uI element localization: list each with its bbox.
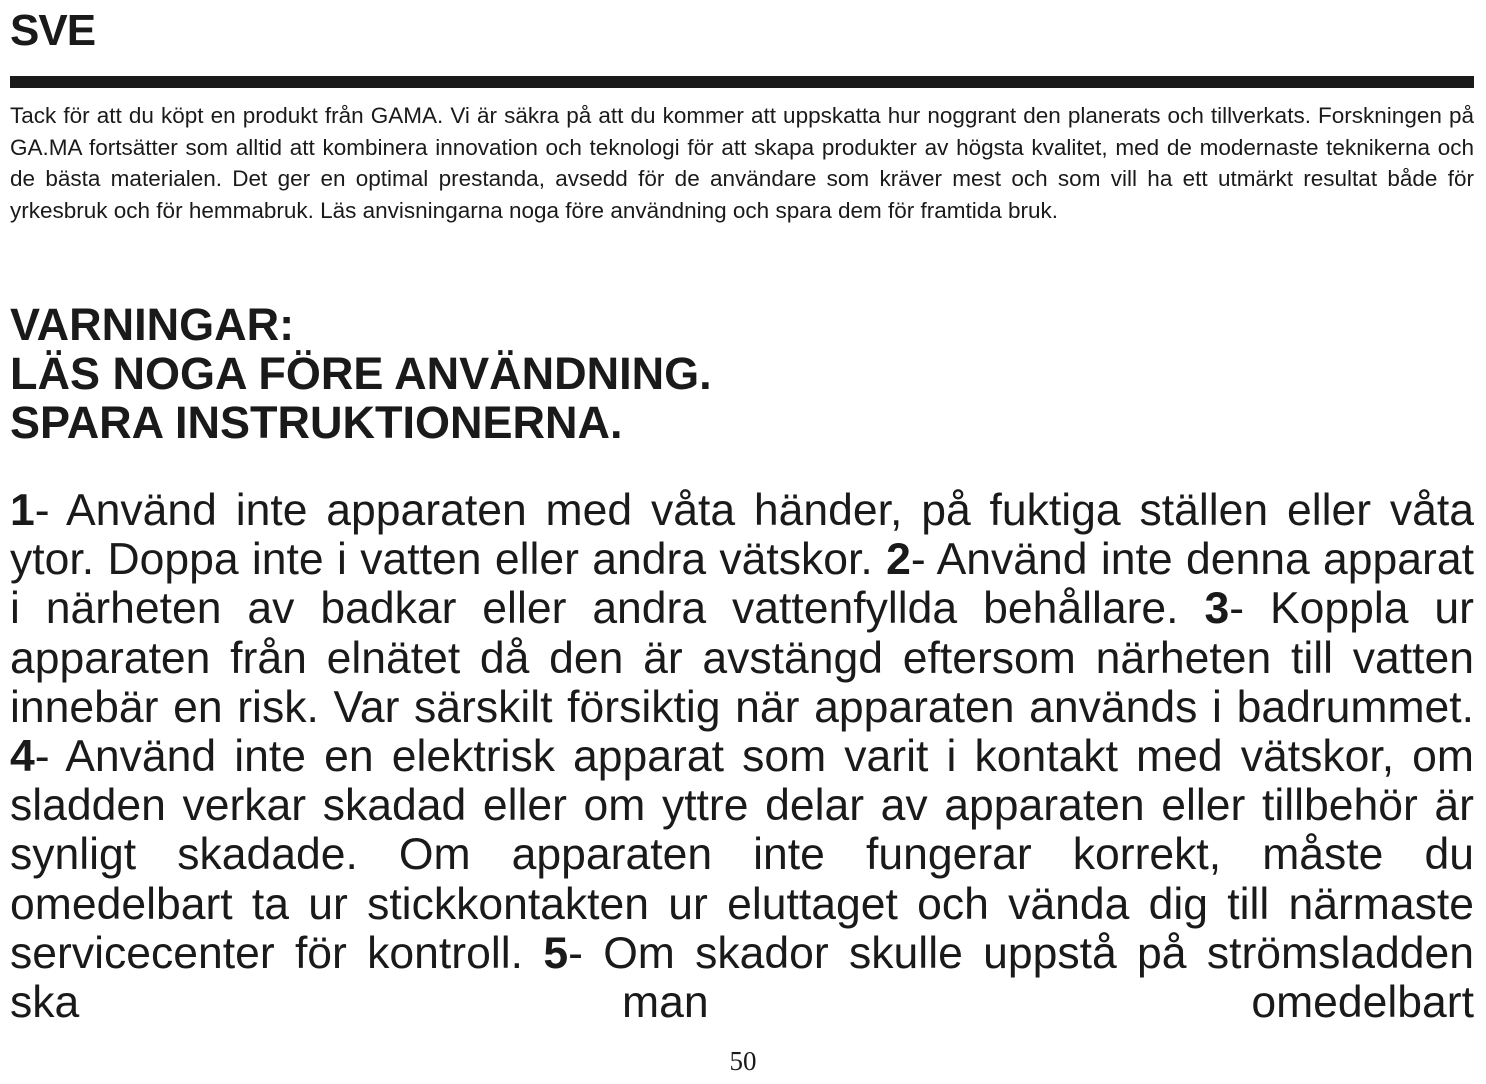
- warnings-paragraph: [10, 486, 1474, 1027]
- warning-number: 2: [886, 535, 911, 585]
- warning-number: 3: [1204, 584, 1230, 634]
- warning-text: - Använd inte en elektrisk apparat som varit i kontakt med vätskor, om sladden verkar skadad eller om yttre delar av apparaten eller tillbehör är synligt skadade. Om apparaten inte fungerar korrekt, måste du omedelbart ta ur stickkontakten ur eluttaget och vända dig till närmaste servicecenter för kontroll.: [10, 732, 1474, 978]
- warning-number: 1: [10, 486, 35, 535]
- intro-paragraph: Tack för att du köpt en produkt från GAMA. Vi är säkra på att du kommer att uppskatta hur noggrant den planerats och tillverkats. Forskningen på GA.MA fortsätter som alltid att kombinera innovation och teknologi för att skapa produkter av högsta kvalitet, med de modernaste teknikerna och de bästa materialen. Det ger en optimal prestanda, avsedd för de användare som kräver mest och som vill ha ett utmärkt resultat både för yrkesbruk och för hemmabruk. Läs anvisningarna noga före användning och spara dem för framtida bruk.: [10, 103, 1474, 223]
- warning-number: 5: [543, 928, 569, 978]
- warning-text: - Om skador skulle uppstå på strömsladden ska man omedelbart: [10, 928, 1474, 1028]
- page-number: 50: [729, 1046, 757, 1076]
- warning-number: 4: [10, 732, 35, 782]
- header-rule: [10, 76, 1474, 88]
- warnings-heading-line-1: VARNINGAR:: [10, 299, 295, 350]
- warning-text: - Använd inte denna apparat i närheten av badkar eller andra vattenfyllda behållare.: [10, 535, 1474, 634]
- warnings-heading-line-2: LÄS NOGA FÖRE ANVÄNDNING.: [10, 348, 712, 399]
- warning-text: - Koppla ur apparaten från elnätet då den är avstängd eftersom närheten till vatten innebär en risk. Var särskilt försiktig när apparaten används i badrummet.: [10, 584, 1474, 732]
- warnings-heading: [10, 300, 712, 447]
- warning-text: - Använd inte apparaten med våta händer, på fuktiga ställen eller våta ytor. Doppa inte i vatten eller andra vätskor.: [10, 486, 1474, 585]
- language-code: SVE: [10, 6, 96, 55]
- warnings-heading-line-3: SPARA INSTRUKTIONERNA.: [10, 397, 623, 448]
